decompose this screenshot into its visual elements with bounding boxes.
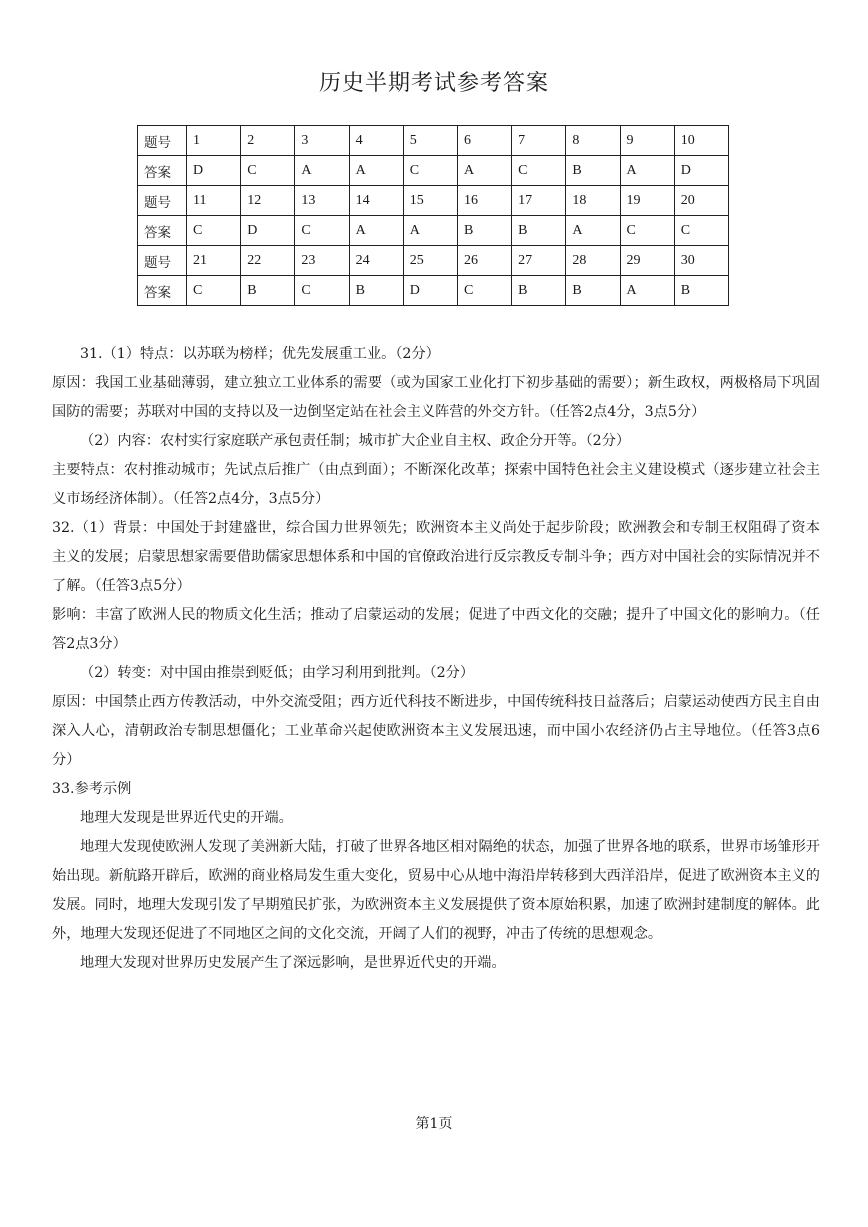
table-cell: 16 (457, 186, 511, 216)
page-number: 第1页 (415, 1116, 453, 1132)
table-cell: D (241, 216, 295, 246)
table-cell: 14 (349, 186, 403, 216)
table-cell: B (457, 216, 511, 246)
table-cell: 21 (187, 246, 241, 276)
table-cell: 8 (566, 126, 620, 156)
table-cell: 29 (620, 246, 674, 276)
table-row (138, 126, 729, 156)
table-cell: B (512, 276, 566, 306)
table-cell: 3 (295, 126, 349, 156)
table-cell: C (512, 156, 566, 186)
table-row (138, 276, 729, 306)
table-cell: D (403, 276, 457, 306)
table-cell: 20 (674, 186, 728, 216)
table-cell: 24 (349, 246, 403, 276)
row-label: 题号 (138, 186, 187, 216)
table-cell: 12 (241, 186, 295, 216)
table-cell: A (349, 156, 403, 186)
table-cell: B (349, 276, 403, 306)
page-title: 历史半期考试参考答案 (318, 71, 549, 96)
paragraph: 主要特点：农村推动城市；先试点后推广（由点到面）；不断深化改革；探索中国特色社会主义建设模式（逐步建立社会主义市场经济体制）。（任答2点4分，3点5分） (52, 462, 820, 507)
answer-explanations (52, 340, 820, 978)
table-cell: B (566, 276, 620, 306)
table-cell: 23 (295, 246, 349, 276)
table-cell: 27 (512, 246, 566, 276)
table-cell: A (620, 156, 674, 186)
table-cell: 13 (295, 186, 349, 216)
table-row (138, 156, 729, 186)
paragraph: 影响：丰富了欧洲人民的物质文化生活；推动了启蒙运动的发展；促进了中西文化的交融；提升了中国文化的影响力。（任答2点3分） (52, 607, 820, 652)
paragraph: 地理大发现是世界近代史的开端。 (80, 810, 293, 826)
table-cell: C (241, 156, 295, 186)
row-label: 答案 (138, 216, 187, 246)
paragraph: 32.（1）背景：中国处于封建盛世，综合国力世界领先；欧洲资本主义尚处于起步阶段；欧洲教会和专制王权阻碍了资本主义的发展；启蒙思想家需要借助儒家思想体系和中国的官僚政治进行反宗教反专制斗争；西方对中国社会的实际情况并不了解。（任答3点5分） (52, 520, 820, 594)
table-row (138, 246, 729, 276)
table-cell: C (187, 216, 241, 246)
table-cell: D (187, 156, 241, 186)
table-cell: C (403, 156, 457, 186)
table-cell: 4 (349, 126, 403, 156)
table-cell: 28 (566, 246, 620, 276)
paragraph: （2）转变：对中国由推崇到贬低；由学习利用到批判。（2分） (80, 665, 475, 681)
table-row (138, 186, 729, 216)
table-cell: 19 (620, 186, 674, 216)
paragraph: 33.参考示例 (52, 781, 132, 797)
table-cell: B (241, 276, 295, 306)
table-cell: 18 (566, 186, 620, 216)
table-cell: 5 (403, 126, 457, 156)
row-label: 答案 (138, 276, 187, 306)
table-cell: 9 (620, 126, 674, 156)
table-cell: 25 (403, 246, 457, 276)
table-cell: 30 (674, 246, 728, 276)
table-cell: 22 (241, 246, 295, 276)
table-cell: 6 (457, 126, 511, 156)
table-cell: C (674, 216, 728, 246)
row-label: 题号 (138, 126, 187, 156)
table-cell: 1 (187, 126, 241, 156)
paragraph: （2）内容：农村实行家庭联产承包责任制；城市扩大企业自主权、政企分开等。（2分） (80, 433, 631, 449)
table-cell: C (457, 276, 511, 306)
row-label: 题号 (138, 246, 187, 276)
table-cell: A (457, 156, 511, 186)
answer-table (137, 125, 729, 306)
table-cell: C (620, 216, 674, 246)
table-cell: 7 (512, 126, 566, 156)
table-cell: A (349, 216, 403, 246)
table-cell: 2 (241, 126, 295, 156)
table-cell: 26 (457, 246, 511, 276)
table-cell: B (674, 276, 728, 306)
table-cell: C (295, 216, 349, 246)
paragraph: 31.（1）特点：以苏联为榜样；优先发展重工业。（2分） (80, 346, 440, 362)
table-cell: 11 (187, 186, 241, 216)
table-cell: 17 (512, 186, 566, 216)
table-cell: C (295, 276, 349, 306)
table-cell: B (512, 216, 566, 246)
table-cell: 15 (403, 186, 457, 216)
table-cell: B (566, 156, 620, 186)
table-cell: 10 (674, 126, 728, 156)
paragraph: 原因：我国工业基础薄弱，建立独立工业体系的需要（或为国家工业化打下初步基础的需要）；新生政权，两极格局下巩固国防的需要；苏联对中国的支持以及一边倒坚定站在社会主义阵营的外交方针。（任答2点4分，3点5分） (52, 375, 820, 420)
table-cell: A (295, 156, 349, 186)
paragraph: 地理大发现对世界历史发展产生了深远影响，是世界近代史的开端。 (80, 955, 506, 971)
table-cell: A (566, 216, 620, 246)
row-label: 答案 (138, 156, 187, 186)
table-cell: C (187, 276, 241, 306)
table-cell: D (674, 156, 728, 186)
paragraph: 原因：中国禁止西方传教活动，中外交流受阻；西方近代科技不断进步，中国传统科技日益落后；启蒙运动使西方民主自由深入人心，清朝政治专制思想僵化；工业革命兴起使欧洲资本主义发展迅速，而中国小农经济仍占主导地位。（任答3点6分） (52, 694, 820, 768)
table-row (138, 216, 729, 246)
paragraph: 地理大发现使欧洲人发现了美洲新大陆，打破了世界各地区相对隔绝的状态，加强了世界各地的联系，世界市场雏形开始出现。新航路开辟后，欧洲的商业格局发生重大变化，贸易中心从地中海沿岸转移到大西洋沿岸，促进了欧洲资本主义的发展。同时，地理大发现引发了早期殖民扩张，为欧洲资本主义发展提供了资本原始积累，加速了欧洲封建制度的解体。此外，地理大发现还促进了不同地区之间的文化交流，开阔了人们的视野，冲击了传统的思想观念。 (52, 839, 820, 942)
table-cell: A (403, 216, 457, 246)
table-cell: A (620, 276, 674, 306)
